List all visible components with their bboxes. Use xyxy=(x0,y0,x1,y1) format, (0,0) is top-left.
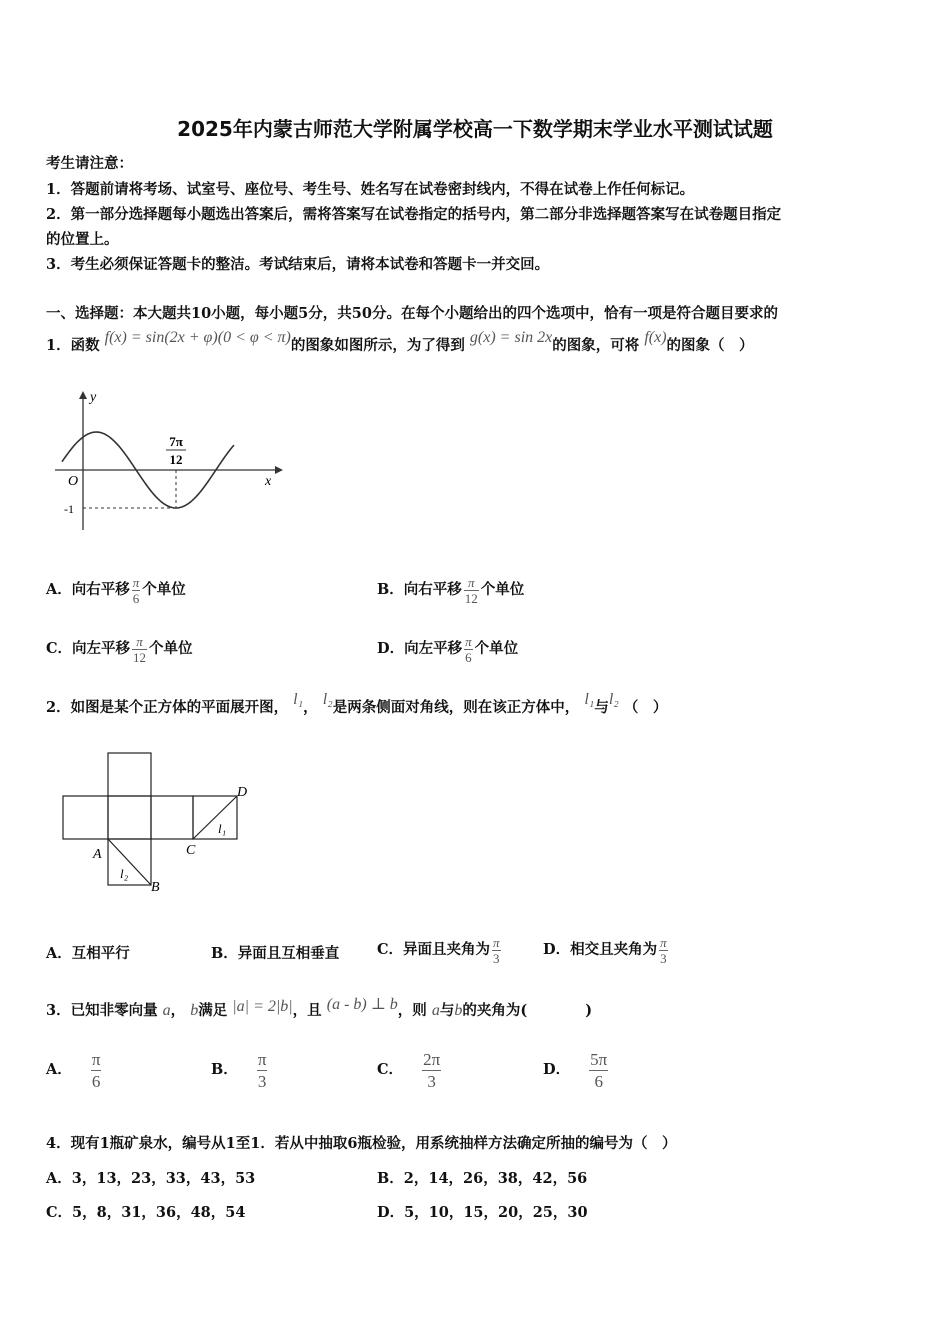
notice-item-2-line-2: 的位置上。 xyxy=(46,231,119,248)
page-title: 2025年内蒙古师范大学附属学校高一下数学期末学业水平测试试题 xyxy=(177,117,773,141)
option-label: A． xyxy=(46,1061,72,1078)
fraction-numerator: π xyxy=(132,574,140,590)
option-text: 向右平移 xyxy=(71,581,130,598)
q1-option-b[interactable] xyxy=(377,570,524,610)
fraction-denominator: 3 xyxy=(427,1071,436,1091)
fraction-denominator: 12 xyxy=(464,590,478,606)
q4-option-b[interactable] xyxy=(377,1167,587,1188)
q2-option-c[interactable] xyxy=(377,930,503,970)
stem-text: 与 xyxy=(439,1002,455,1019)
pi-over-3-fraction xyxy=(257,1049,268,1092)
fraction-numerator: π xyxy=(465,633,472,649)
stem-text: 是两条侧面对角线，则在该正方体中， xyxy=(332,699,580,716)
q1-option-c[interactable] xyxy=(46,629,193,669)
stem-text: 满足 xyxy=(198,1002,228,1019)
separator: ， xyxy=(303,699,318,716)
notice-item-3: 3．考生必须保证答题卡的整洁。考试结束后，请将本试卷和答题卡一并交回。 xyxy=(46,256,550,273)
option-label: A． xyxy=(46,581,72,598)
option-text: 3，13，23，33，43，53 xyxy=(71,1170,256,1187)
fraction-numerator: 5π xyxy=(590,1049,608,1069)
question-number: 4． xyxy=(46,1135,71,1152)
option-label: C． xyxy=(46,640,73,657)
option-label: D． xyxy=(377,1204,405,1221)
option-label: D． xyxy=(377,640,405,657)
pi-over-6-fraction xyxy=(91,1049,102,1092)
q2-option-d[interactable] xyxy=(543,930,670,970)
option-label: B． xyxy=(211,1061,238,1078)
fraction-numerator: π xyxy=(257,1049,267,1069)
tick-denominator: 12 xyxy=(169,452,183,467)
option-text: 相交且夹角为 xyxy=(570,941,658,958)
point-d-label: D xyxy=(237,785,248,800)
tick-numerator: 7π xyxy=(169,434,183,449)
origin-label: O xyxy=(68,474,79,489)
answer-parentheses: （ ） xyxy=(623,699,668,716)
fraction-denominator: 3 xyxy=(257,1071,267,1091)
section-heading: 一、选择题：本大题共10小题，每小题5分，共50分。在每个小题给出的四个选项中，恰有一项是符合题目要求的 xyxy=(46,305,778,322)
fraction-numerator: 2π xyxy=(423,1049,441,1069)
net-face-right xyxy=(151,796,193,839)
stem-text: 的夹角为( ) xyxy=(462,1002,593,1019)
stem-text: 已知非零向量 xyxy=(70,1002,158,1019)
stem-text: 函数 xyxy=(70,337,100,354)
notice-item-1: 1．答题前请将考场、试室号、座位号、考生号、姓名写在试卷密封线内，不得在试卷上作任何标记。 xyxy=(46,181,695,198)
q2-option-a[interactable] xyxy=(46,942,130,963)
minus-one-label: -1 xyxy=(64,502,74,516)
option-text: 互相平行 xyxy=(71,945,130,962)
fraction-denominator: 6 xyxy=(132,590,140,606)
y-axis-label: y xyxy=(90,390,97,405)
option-suffix: 个单位 xyxy=(142,581,186,598)
option-text: 5，8，31，36，48，54 xyxy=(72,1204,246,1221)
option-label: D． xyxy=(543,941,571,958)
fraction-denominator: 3 xyxy=(493,950,500,966)
net-face-center xyxy=(108,796,151,839)
vector-a: a xyxy=(162,1002,171,1019)
option-suffix: 个单位 xyxy=(474,640,519,657)
point-c-label: C xyxy=(186,843,196,858)
option-label: A． xyxy=(46,1170,72,1187)
question-number: 3． xyxy=(46,1002,71,1019)
fraction-numerator: π xyxy=(132,634,147,650)
q1-option-d[interactable] xyxy=(377,629,518,669)
point-a-label: A xyxy=(93,847,102,862)
fraction-denominator: 6 xyxy=(91,1071,101,1091)
diagonal-l1 xyxy=(193,796,237,839)
function-f-expression: f(x) = sin(2x + φ)(0 < φ < π) xyxy=(104,329,291,346)
q2-option-b[interactable] xyxy=(211,942,339,963)
pi-over-3-fraction xyxy=(659,935,668,966)
stem-text: 的图象如图所示，为了得到 xyxy=(290,337,465,354)
cube-net-figure xyxy=(55,748,265,898)
l1-label: l₁ xyxy=(218,821,227,836)
q3-option-d[interactable] xyxy=(543,1045,610,1095)
question-2-stem xyxy=(46,690,667,726)
pi-over-12-fraction xyxy=(464,575,479,606)
sine-graph-figure xyxy=(50,385,290,535)
net-face-top xyxy=(108,753,151,796)
stem-text: 与 xyxy=(594,699,609,716)
option-label: B． xyxy=(211,945,238,962)
q3-option-c[interactable] xyxy=(377,1045,443,1095)
line-l1: l₁ xyxy=(293,691,304,708)
q4-option-c[interactable] xyxy=(46,1201,245,1222)
option-label: C． xyxy=(377,941,404,958)
option-text: 5，10，15，20，25，30 xyxy=(404,1204,588,1221)
x-axis-label: x xyxy=(265,474,272,489)
x-axis-arrow xyxy=(275,466,283,474)
l2-label: l₂ xyxy=(120,866,129,881)
pi-over-12-fraction xyxy=(132,634,147,665)
diagonal-l2 xyxy=(108,839,151,885)
stem-text: 的图象（ ） xyxy=(666,337,754,354)
line-l2: l₂ xyxy=(322,691,333,708)
magnitude-condition: |a| = 2|b| xyxy=(232,998,293,1015)
stem-text: ，则 xyxy=(397,1002,427,1019)
stem-text: ，且 xyxy=(292,1002,322,1019)
vector-a: a xyxy=(431,1002,440,1019)
stem-text: 的图象，可将 xyxy=(552,337,640,354)
line-l1: l₁ xyxy=(584,691,595,708)
option-suffix: 个单位 xyxy=(149,640,193,657)
point-b-label: B xyxy=(151,880,160,895)
perpendicular-condition: (a - b) ⊥ b xyxy=(326,996,398,1013)
option-suffix: 个单位 xyxy=(480,581,525,598)
notice-heading: 考生请注意： xyxy=(46,155,133,172)
question-4-stem xyxy=(46,1132,676,1153)
function-f-short: f(x) xyxy=(644,329,667,346)
question-1-stem xyxy=(46,328,754,364)
fraction-denominator: 12 xyxy=(133,649,147,665)
option-text: 向左平移 xyxy=(404,640,463,657)
option-label: C． xyxy=(377,1061,404,1078)
pi-over-3-fraction xyxy=(492,935,501,966)
vector-b: b xyxy=(190,1002,199,1019)
stem-text: 如图是某个正方体的平面展开图， xyxy=(70,699,289,716)
q4-option-a[interactable] xyxy=(46,1167,255,1188)
q3-option-b[interactable] xyxy=(211,1045,269,1095)
pi-over-6-fraction xyxy=(132,575,141,606)
question-number: 2． xyxy=(46,699,71,716)
pi-over-6-fraction xyxy=(464,634,473,665)
option-text: 向右平移 xyxy=(403,581,462,598)
option-label: C． xyxy=(46,1204,73,1221)
option-text: 异面且互相垂直 xyxy=(237,945,340,962)
function-g-expression: g(x) = sin 2x xyxy=(469,329,553,346)
question-3-stem xyxy=(46,994,592,1028)
two-pi-over-3-fraction xyxy=(422,1049,441,1092)
option-label: D． xyxy=(543,1061,571,1078)
fraction-numerator: π xyxy=(464,575,479,591)
separator: ， xyxy=(170,1002,186,1019)
y-axis-arrow xyxy=(79,391,87,399)
net-face-left xyxy=(63,796,108,839)
q1-option-a[interactable] xyxy=(46,570,186,610)
option-label: B． xyxy=(377,581,404,598)
option-text: 向左平移 xyxy=(72,640,131,657)
fraction-denominator: 6 xyxy=(594,1071,603,1091)
q4-option-d[interactable] xyxy=(377,1201,588,1222)
fraction-denominator: 6 xyxy=(465,649,472,665)
notice-item-2-line-1: 2．第一部分选择题每小题选出答案后，需将答案写在试卷指定的括号内，第二部分非选择题答案写在试卷题目指定 xyxy=(46,206,782,223)
option-text: 2，14，26，38，42，56 xyxy=(403,1170,588,1187)
fraction-numerator: π xyxy=(493,934,500,950)
option-label: B． xyxy=(377,1170,404,1187)
q3-option-a[interactable] xyxy=(46,1045,103,1095)
stem-text: 现有1瓶矿泉水，编号从1至1．若从中抽取6瓶检验，用系统抽样方法确定所抽的编号为（ ） xyxy=(70,1135,677,1152)
vector-b: b xyxy=(454,1002,463,1019)
fraction-numerator: π xyxy=(660,934,667,950)
fraction-numerator: π xyxy=(91,1049,101,1069)
line-l2: l₂ xyxy=(608,691,619,708)
fraction-denominator: 3 xyxy=(660,950,667,966)
option-label: A． xyxy=(46,945,72,962)
five-pi-over-6-fraction xyxy=(589,1049,608,1092)
option-text: 异面且夹角为 xyxy=(403,941,491,958)
question-number: 1． xyxy=(46,337,71,354)
